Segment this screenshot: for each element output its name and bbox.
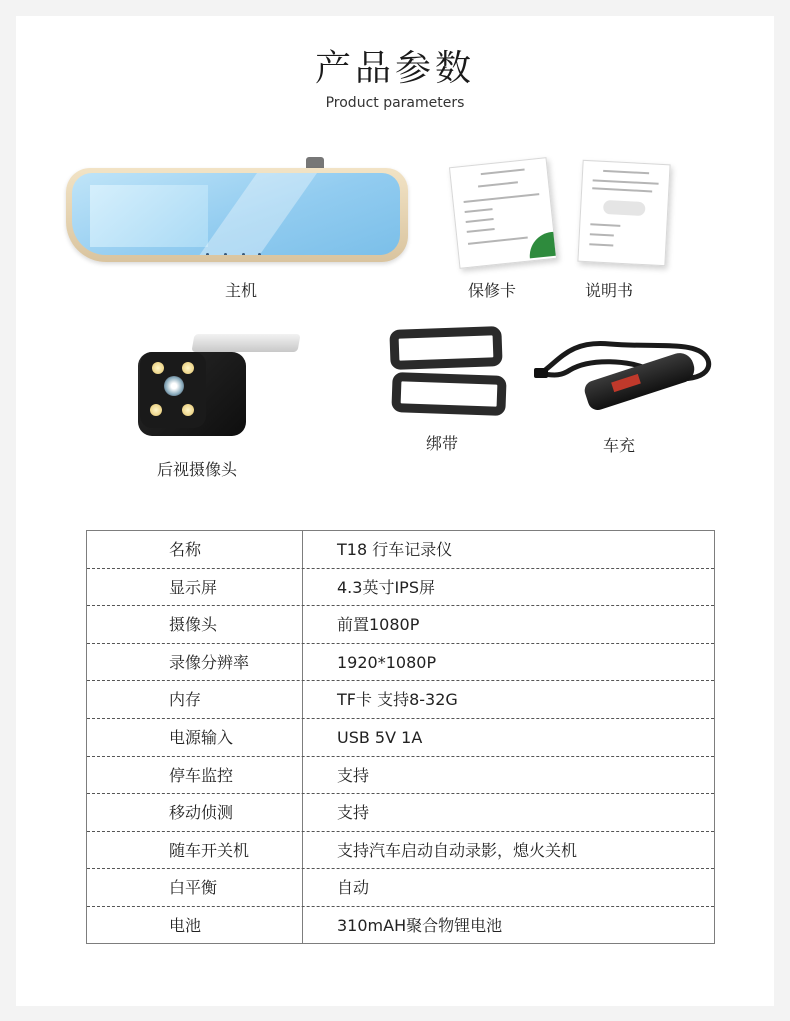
table-row <box>87 794 714 832</box>
spec-label: 内存 <box>169 690 202 710</box>
spec-label: 电池 <box>169 916 202 935</box>
page-title: 产品参数 <box>314 48 475 89</box>
camera-led <box>150 404 162 416</box>
caption-manual: 说明书 <box>584 281 633 300</box>
mirror-button <box>242 253 245 255</box>
mirror-frame <box>66 168 408 262</box>
spec-value: 支持 <box>337 765 370 785</box>
table-row <box>87 907 714 945</box>
mirror-glass <box>72 173 400 255</box>
spec-value: 1920*1080P <box>337 652 437 672</box>
camera-led <box>182 404 194 416</box>
spec-value: 支持 <box>337 803 370 823</box>
table-row <box>87 869 714 907</box>
spec-value: USB 5V 1A <box>337 728 423 747</box>
spec-value: 4.3英寸IPS屏 <box>337 577 435 597</box>
spec-label: 名称 <box>169 540 202 559</box>
table-row <box>87 644 714 682</box>
camera-led <box>152 362 164 374</box>
spec-table <box>86 530 715 944</box>
caption-car-charger: 车充 <box>602 436 635 455</box>
spec-value: T18 行车记录仪 <box>337 540 453 559</box>
product-warranty-card-image <box>449 157 557 269</box>
spec-value: 310mAH聚合物锂电池 <box>337 916 503 935</box>
table-row <box>87 531 714 569</box>
spec-value: TF卡 支持8-32G <box>337 690 458 710</box>
page-subtitle: Product parameters <box>325 95 465 111</box>
camera-mount <box>191 334 300 352</box>
table-row <box>87 681 714 719</box>
product-strap-image <box>389 326 502 370</box>
spec-label: 随车开关机 <box>169 840 250 860</box>
spec-label: 录像分辨率 <box>169 652 250 672</box>
caption-rear-camera: 后视摄像头 <box>156 460 237 479</box>
spec-value: 前置1080P <box>337 615 420 635</box>
mirror-button <box>224 253 227 255</box>
spec-label: 显示屏 <box>169 577 218 597</box>
product-manual-image <box>577 160 670 266</box>
table-row <box>87 719 714 757</box>
spec-value: 自动 <box>337 878 370 898</box>
spec-label: 电源输入 <box>169 728 234 747</box>
caption-warranty-card: 保修卡 <box>467 281 516 300</box>
mirror-button <box>206 253 209 255</box>
caption-strap: 绑带 <box>425 434 458 453</box>
table-row <box>87 757 714 795</box>
spec-label: 移动侦测 <box>169 803 234 823</box>
mirror-screen <box>90 185 208 247</box>
spec-label: 停车监控 <box>169 765 234 785</box>
table-row <box>87 606 714 644</box>
spec-label: 摄像头 <box>169 615 218 635</box>
product-strap-image <box>391 372 506 416</box>
spec-label: 白平衡 <box>169 878 218 898</box>
table-row <box>87 569 714 607</box>
table-row <box>87 832 714 870</box>
camera-led <box>182 362 194 374</box>
camera-lens <box>164 376 184 396</box>
mirror-button <box>258 253 261 255</box>
spec-value: 支持汽车启动自动录影，熄火关机 <box>337 840 578 860</box>
caption-host: 主机 <box>224 281 257 300</box>
